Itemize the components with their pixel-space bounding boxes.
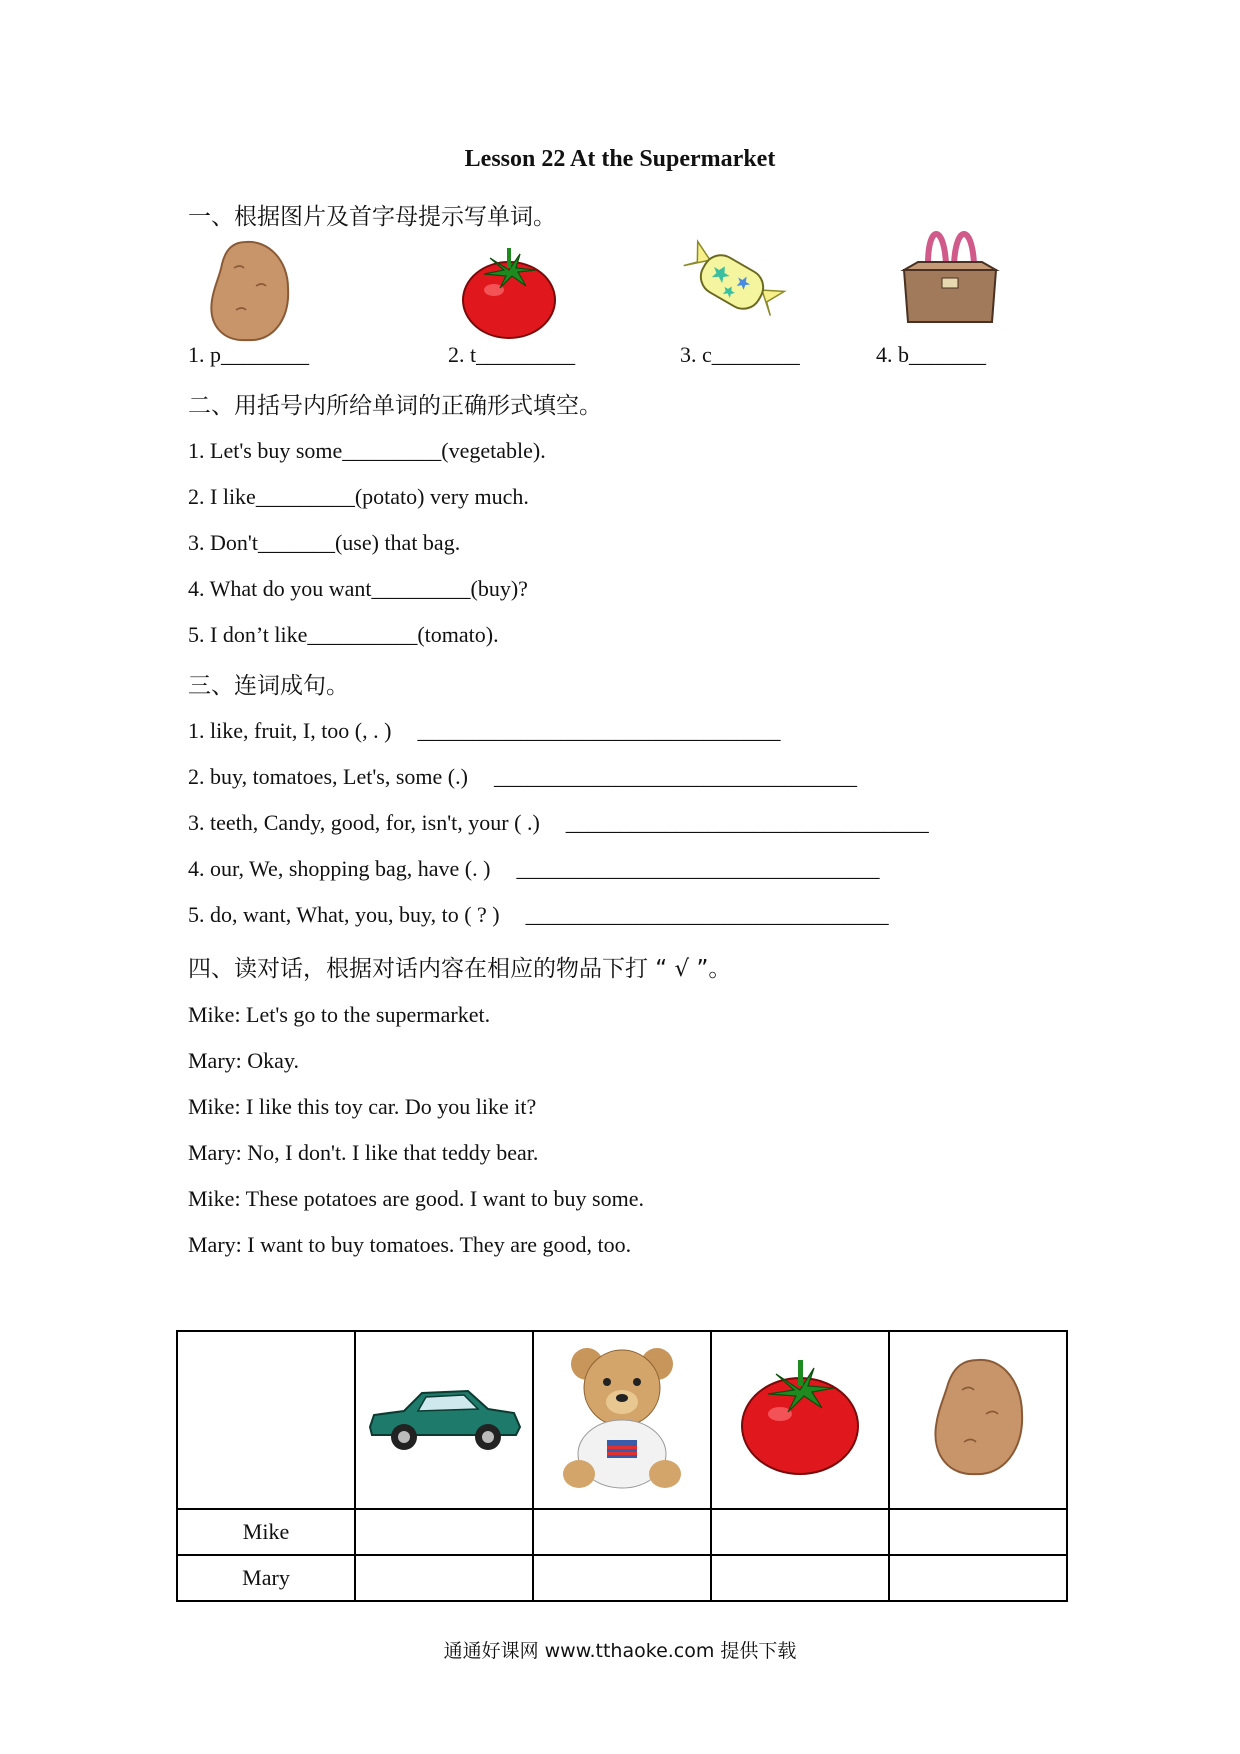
dialogue-line-1: Mike: Let's go to the supermarket. <box>188 1002 491 1027</box>
tick-cell[interactable] <box>889 1509 1067 1555</box>
word-order-line-5: 5. do, want, What, you, buy, to ( ? ) _________________________________ <box>188 902 889 927</box>
tick-table <box>176 1330 1068 1602</box>
fill-line-1: 1. Let's buy some_________(vegetable). <box>188 438 546 463</box>
tick-cell[interactable] <box>355 1555 533 1601</box>
tick-cell[interactable] <box>533 1509 711 1555</box>
row-label-mike: Mike <box>177 1509 355 1555</box>
dialogue-line-2: Mary: Okay. <box>188 1048 299 1073</box>
table-header-cell <box>533 1331 711 1509</box>
item-label-3: 3. c________ <box>680 342 800 367</box>
dialogue-line-6: Mary: I want to buy tomatoes. They are good, too. <box>188 1232 632 1257</box>
tick-cell[interactable] <box>355 1509 533 1555</box>
item-label-1: 1. p________ <box>188 342 309 367</box>
section2-heading: 二、用括号内所给单词的正确形式填空。 <box>188 393 602 419</box>
fill-line-4: 4. What do you want_________(buy)? <box>188 576 528 601</box>
word-order-line-3: 3. teeth, Candy, good, for, isn't, your ( .) _________________________________ <box>188 810 929 835</box>
potato-icon <box>930 1356 1026 1478</box>
dialogue-line-3: Mike: I like this toy car. Do you like it? <box>188 1094 537 1119</box>
dialogue-line-5: Mike: These potatoes are good. I want to buy some. <box>188 1186 644 1211</box>
row-label-mary: Mary <box>177 1555 355 1601</box>
fill-line-2: 2. I like_________(potato) very much. <box>188 484 529 509</box>
word-order-line-1: 1. like, fruit, I, too (, . ) _________________________________ <box>188 718 781 743</box>
table-header-cell <box>889 1331 1067 1509</box>
word-order-line-2: 2. buy, tomatoes, Let's, some (.) _________________________________ <box>188 764 857 789</box>
fill-line-3: 3. Don't_______(use) that bag. <box>188 530 461 555</box>
candy-icon <box>676 234 788 330</box>
table-corner-cell <box>177 1331 355 1509</box>
table-header-cell <box>355 1331 533 1509</box>
item-label-2: 2. t_________ <box>448 342 576 367</box>
page-title: Lesson 22 At the Supermarket <box>464 146 776 172</box>
word-order-line-4: 4. our, We, shopping bag, have (. ) _________________________________ <box>188 856 880 881</box>
section3-heading: 三、连词成句。 <box>188 673 349 699</box>
potato-icon <box>206 238 292 344</box>
tick-cell[interactable] <box>711 1509 889 1555</box>
tomato-icon <box>460 244 558 340</box>
tomato-icon <box>738 1356 862 1478</box>
tick-cell[interactable] <box>889 1555 1067 1601</box>
dialogue-line-4: Mary: No, I don't. I like that teddy bear. <box>188 1140 539 1165</box>
footer-credit: 通通好课网 www.tthaoke.com 提供下载 <box>443 1640 797 1662</box>
item-label-4: 4. b_______ <box>876 342 986 367</box>
section1-heading: 一、根据图片及首字母提示写单词。 <box>188 204 556 230</box>
section4-heading: 四、读对话，根据对话内容在相应的物品下打 “ √ ”。 <box>188 956 732 982</box>
car-icon <box>364 1377 524 1457</box>
table-header-cell <box>711 1331 889 1509</box>
fill-line-5: 5. I don’t like__________(tomato). <box>188 622 499 647</box>
bag-icon <box>894 218 1006 330</box>
tick-cell[interactable] <box>533 1555 711 1601</box>
tick-cell[interactable] <box>711 1555 889 1601</box>
teddy-bear-icon <box>557 1342 687 1492</box>
